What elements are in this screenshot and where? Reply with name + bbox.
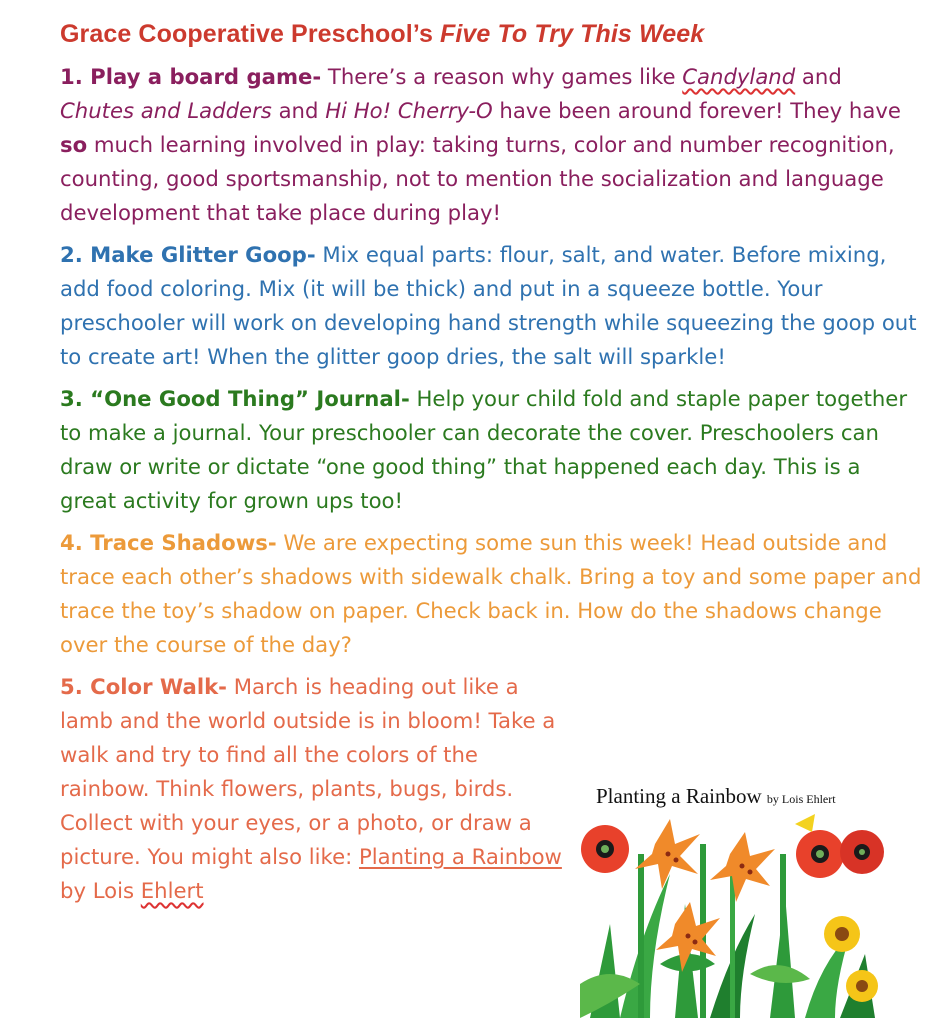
item-text: March is heading out like a lamb and the world outside is in bloom! Take a walk and try to find all the colors of the rainbow. Think flowers, plants, bugs, birds. Collect with your eyes, or a photo, or draw a picture. You might also like: [60, 674, 556, 869]
item-heading: 5. Color Walk- [60, 674, 227, 699]
book-cover-author: by Lois Ehlert [766, 792, 836, 806]
flower-illustration [580, 814, 884, 1018]
title-prefix: Grace Cooperative Preschool’s [60, 20, 433, 48]
list-item-color-walk [60, 670, 565, 908]
item-text: Help your child fold and staple paper together to make a journal. Your preschooler can decorate the cover. Preschoolers can draw or write or dictate “one good thing” that happened each day. This is a great activity for grown ups too! [60, 386, 908, 513]
item-heading: 2. Make Glitter Goop- [60, 242, 316, 267]
bold-word: so [60, 132, 88, 157]
book-cover-title-text: Planting a Rainbow [596, 784, 762, 808]
author-name: Ehlert [140, 878, 204, 903]
book-link[interactable]: Planting a Rainbow [358, 844, 562, 869]
book-cover-image [580, 778, 884, 1018]
item-text: and [795, 64, 842, 89]
item-text: and [271, 98, 326, 123]
item-text: We are expecting some sun this week! Head outside and trace each other’s shadows with sidewalk chalk. Bring a toy and some paper and trace the toy’s shadow on paper. Check back in. How do the shadows change over the course of the day? [60, 530, 922, 657]
game-hi-ho-cherry-o: Hi Ho! Cherry-O [325, 98, 493, 123]
game-chutes-and-ladders: Chutes and Ladders [60, 98, 272, 123]
book-cover-title [596, 784, 836, 809]
item-text: by Lois [60, 878, 141, 903]
item-text: Mix equal parts: flour, salt, and water. Before mixing, add food coloring. Mix (it will be thick) and put in a squeeze bottle. Your preschooler will work on developing hand strength while squeezing the goop out to create art! When the glitter goop dries, the salt will sparkle! [60, 242, 917, 369]
item-heading: 4. Trace Shadows- [60, 530, 277, 555]
list-item-trace-shadows [60, 526, 922, 662]
item-text: There’s a reason why games like [321, 64, 683, 89]
item-heading: 3. “One Good Thing” Journal- [60, 386, 410, 411]
item-heading: 1. Play a board game- [60, 64, 322, 89]
item-text: much learning involved in play: taking turns, color and number recognition, counting, good sportsmanship, not to mention the socialization and language development that take place during play! [60, 132, 895, 225]
title-emphasis: Five To Try This Week [440, 20, 705, 48]
game-candyland: Candyland [682, 64, 796, 89]
list-item-glitter-goop [60, 238, 922, 374]
list-item-board-game [60, 60, 922, 230]
page-title [60, 14, 922, 54]
list-item-journal [60, 382, 922, 518]
item-text: have been around forever! They have [492, 98, 901, 123]
